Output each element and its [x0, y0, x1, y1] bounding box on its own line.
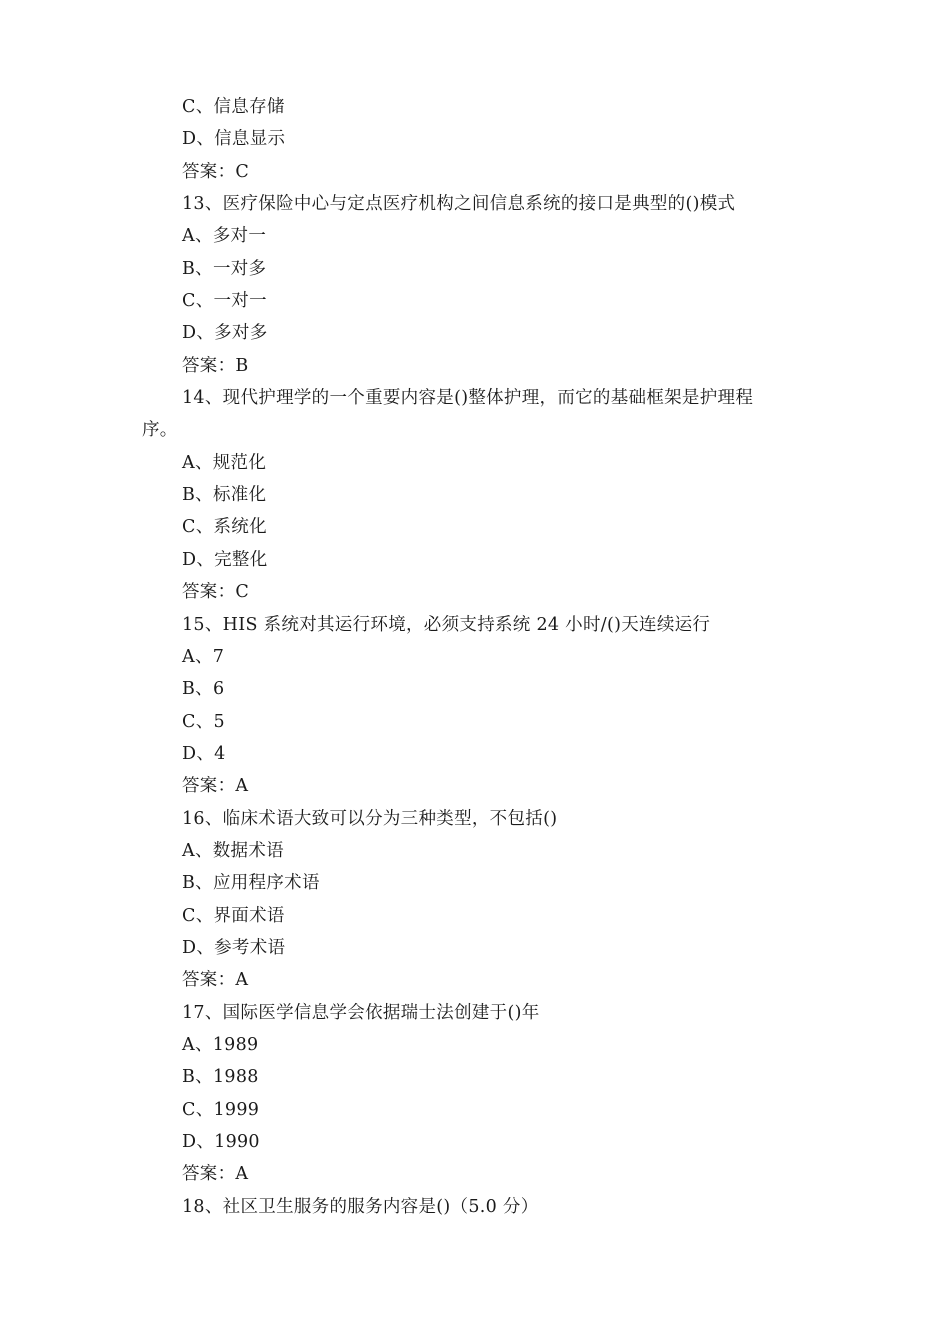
- answer-option: C、信息存储: [182, 97, 285, 117]
- document-body: [0, 91, 950, 1223]
- answer-key: 答案：A: [182, 1164, 249, 1185]
- answer-key: 答案：C: [182, 582, 250, 603]
- answer-option: B、6: [182, 679, 225, 700]
- question-text-continuation: 序。: [142, 420, 178, 441]
- answer-option: D、参考术语: [182, 937, 286, 958]
- answer-option: B、一对多: [182, 258, 267, 279]
- answer-option: C、界面术语: [182, 905, 285, 926]
- answer-option: D、1990: [182, 1132, 260, 1152]
- question-text: 16、临床术语大致可以分为三种类型，不包括(): [182, 808, 558, 829]
- answer-option: C、一对一: [182, 291, 267, 312]
- question-text: 18、社区卫生服务的服务内容是()（5.0 分）: [182, 1196, 539, 1217]
- answer-option: B、1988: [182, 1067, 259, 1088]
- answer-option: B、应用程序术语: [182, 873, 320, 894]
- question-text: 13、医疗保险中心与定点医疗机构之间信息系统的接口是典型的()模式: [182, 194, 736, 215]
- answer-key: 答案：A: [182, 970, 249, 991]
- answer-option: D、完整化: [182, 549, 268, 570]
- answer-key: 答案：C: [182, 161, 250, 182]
- answer-option: C、系统化: [182, 517, 267, 538]
- answer-option: C、5: [182, 711, 225, 732]
- answer-option: A、规范化: [182, 452, 267, 473]
- answer-option: B、标准化: [182, 485, 267, 506]
- answer-option: D、多对多: [182, 323, 268, 344]
- answer-option: A、数据术语: [182, 840, 284, 861]
- answer-option: A、多对一: [182, 226, 267, 247]
- answer-key: 答案：B: [182, 355, 249, 376]
- question-text: 15、HIS 系统对其运行环境，必须支持系统 24 小时/()天连续运行: [182, 614, 711, 635]
- answer-option: C、1999: [182, 1099, 260, 1120]
- question-text: 14、现代护理学的一个重要内容是()整体护理，而它的基础框架是护理程: [182, 388, 754, 409]
- answer-option: D、信息显示: [182, 129, 286, 150]
- answer-option: D、4: [182, 743, 226, 764]
- question-text: 17、国际医学信息学会依据瑞士法创建于()年: [182, 1002, 540, 1023]
- answer-option: A、1989: [182, 1034, 259, 1055]
- answer-option: A、7: [182, 646, 225, 667]
- answer-key: 答案：A: [182, 776, 249, 797]
